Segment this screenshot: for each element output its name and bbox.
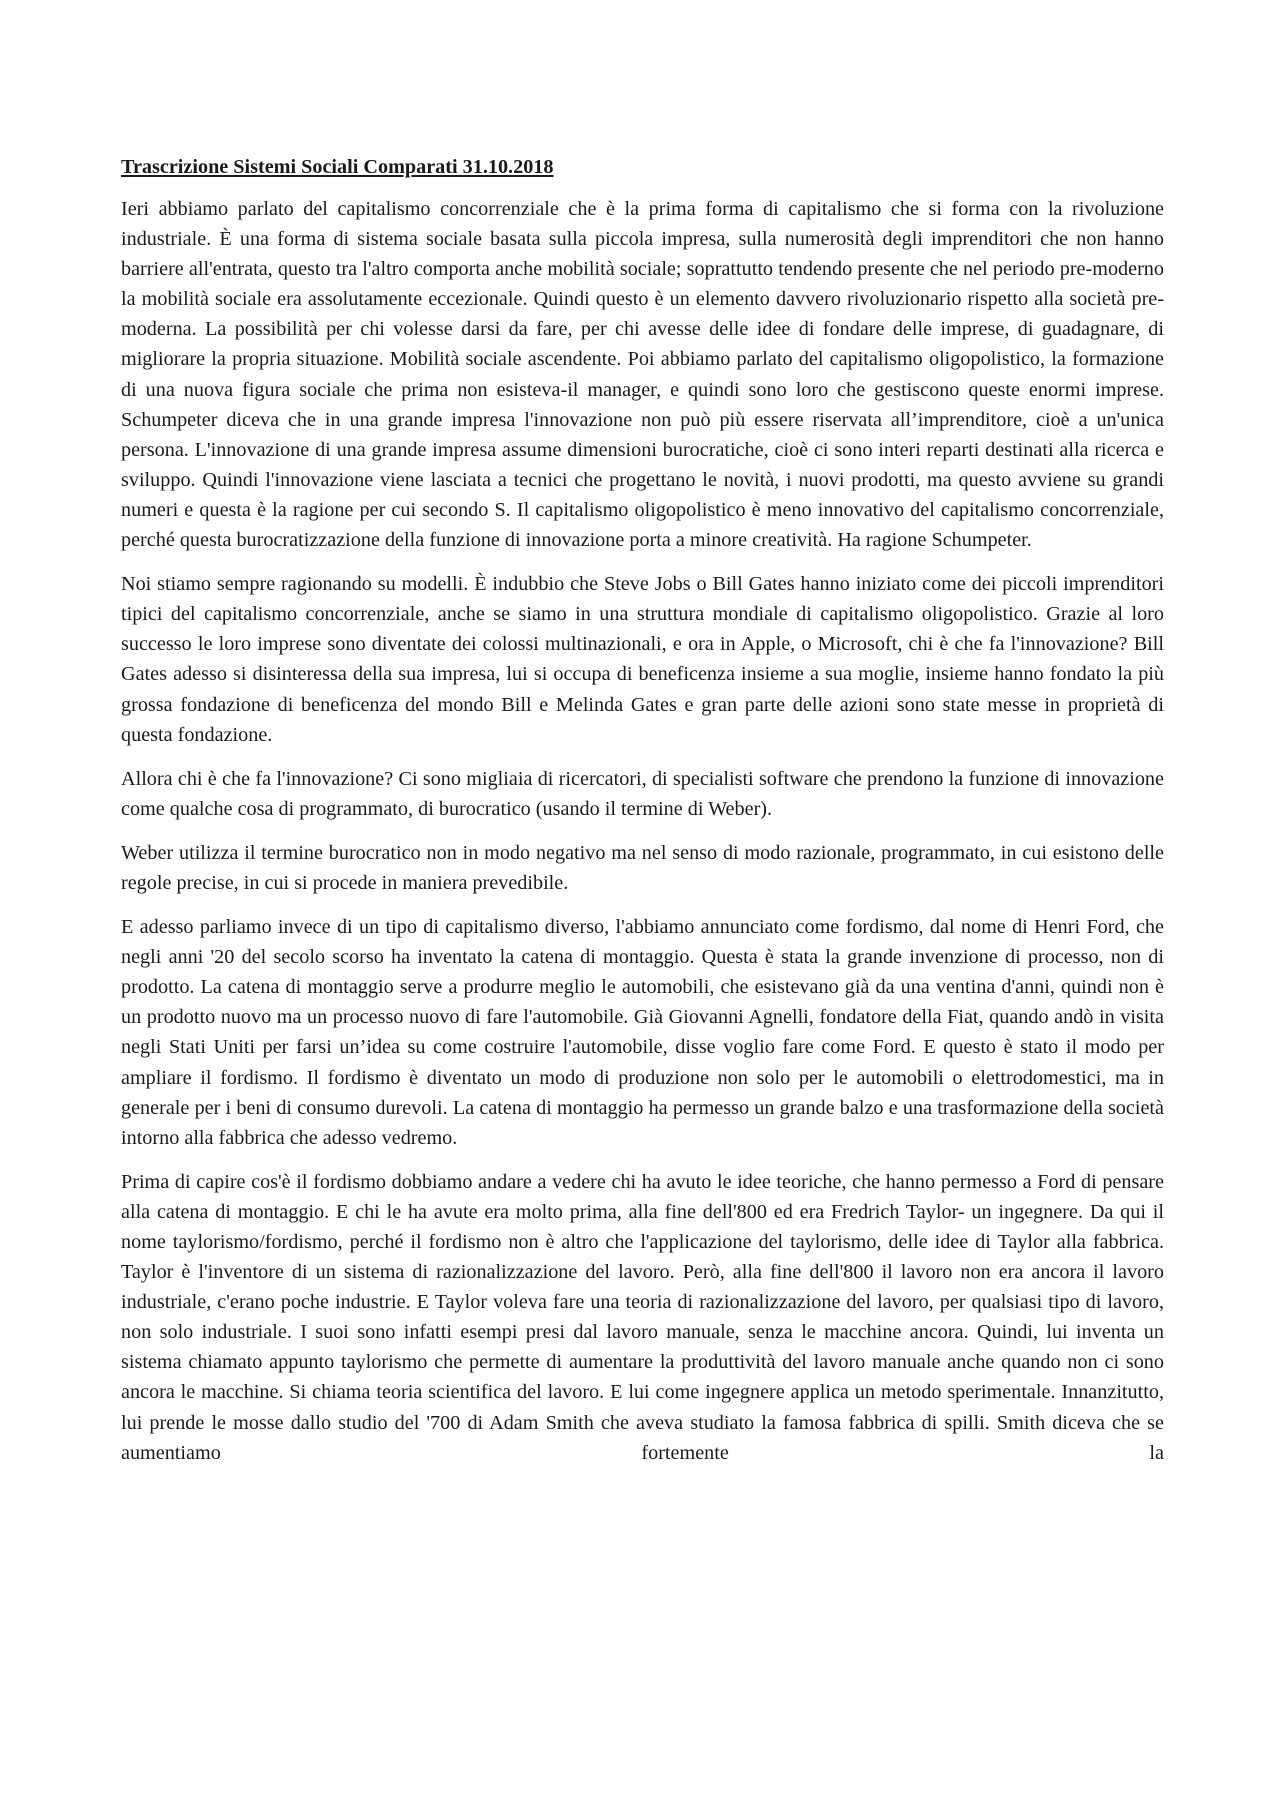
paragraph-3: Allora chi è che fa l'innovazione? Ci sono migliaia di ricercatori, di specialisti software che prendono la funzione di innovazione come qualche cosa di programmato, di burocratico (usando il termine di Weber). (121, 767, 1164, 820)
paragraph-5: E adesso parliamo invece di un tipo di capitalismo diverso, l'abbiamo annunciato come fordismo, dal nome di Henri Ford, che negli anni '20 del secolo scorso ha inventato la catena di montaggio. Questa è stata la grande invenzione di processo, non di prodotto. La catena di montaggio serve a produrre meglio le automobili, che esistevano già da una ventina d'anni, quindi non è un prodotto nuovo ma un processo nuovo di fare l'automobile. Già Giovanni Agnelli, fondatore della Fiat, quando andò in visita negli Stati Uniti per farsi un’idea su come costruire l'automobile, disse voglio fare come Ford. E questo è stato il modo per ampliare il fordismo. Il fordismo è diventato un modo di produzione non solo per le automobili o elettrodomestici, ma in generale per i beni di consumo durevoli. La catena di montaggio ha permesso un grande balzo e una trasformazione della società intorno alla fabbrica che adesso vedremo. (121, 916, 1164, 1149)
paragraph-2: Noi stiamo sempre ragionando su modelli. È indubbio che Steve Jobs o Bill Gates hanno iniziato come dei piccoli imprenditori tipici del capitalismo concorrenziale, anche se siamo in una struttura mondiale di capitalismo oligopolistico. Grazie al loro successo le loro imprese sono diventate dei colossi multinazionali, e ora in Apple, o Microsoft, chi è che fa l'innovazione? Bill Gates adesso si disinteressa della sua impresa, lui si occupa di beneficenza insieme a sua moglie, insieme hanno fondato la più grossa fondazione di beneficenza del mondo Bill e Melinda Gates e gran parte delle azioni sono state messe in proprietà di questa fondazione. (121, 573, 1164, 746)
paragraph-1: Ieri abbiamo parlato del capitalismo concorrenziale che è la prima forma di capitalismo che si forma con la rivoluzione industriale. È una forma di sistema sociale basata sulla piccola impresa, sulla numerosità degli imprenditori che non hanno barriere all'entrata, questo tra l'altro comporta anche mobilità sociale; soprattutto tendendo presente che nel periodo pre-moderno la mobilità sociale era assolutamente eccezionale. Quindi questo è un elemento davvero rivoluzionario rispetto alla società pre-moderna. La possibilità per chi volesse darsi da fare, per chi avesse delle idee di fondare delle imprese, di guadagnare, di migliorare la propria situazione. Mobilità sociale ascendente. Poi abbiamo parlato del capitalismo oligopolistico, la formazione di una nuova figura sociale che prima non esisteva-il manager, e quindi sono loro che gestiscono queste enormi imprese. Schumpeter diceva che in una grande impresa l'innovazione non può più essere riservata all’imprenditore, cioè a un'unica persona. L'innovazione di una grande impresa assume dimensioni burocratiche, cioè ci sono interi reparti destinati alla ricerca e sviluppo. Quindi l'innovazione viene lasciata a tecnici che progettano le novità, i nuovi prodotti, ma questo avviene su grandi numeri e questa è la ragione per cui secondo S. Il capitalismo oligopolistico è meno innovativo del capitalismo concorrenziale, perché questa burocratizzazione della funzione di innovazione porta a minore creatività. Ha ragione Schumpeter. (121, 198, 1164, 552)
paragraph-6: Prima di capire cos'è il fordismo dobbiamo andare a vedere chi ha avuto le idee teoriche, che hanno permesso a Ford di pensare alla catena di montaggio. E chi le ha avute era molto prima, alla fine dell'800 ed era Fredrich Taylor- un ingegnere. Da qui il nome taylorismo/fordismo, perché il fordismo non è altro che l'applicazione del taylorismo, delle idee di Taylor alla fabbrica. Taylor è l'inventore di un sistema di razionalizzazione del lavoro. Però, alla fine dell'800 il lavoro non era ancora il lavoro industriale, c'erano poche industrie. E Taylor voleva fare una teoria di razionalizzazione del lavoro, per qualsiasi tipo di lavoro, non solo industriale. I suoi sono infatti esempi presi dal lavoro manuale, senza le macchine ancora. Quindi, lui inventa un sistema chiamato appunto taylorismo che permette di aumentare la produttività del lavoro manuale anche quando non ci sono ancora le macchine. Si chiama teoria scientifica del lavoro. E lui come ingegnere applica un metodo sperimentale. Innanzitutto, lui prende le mosse dallo studio del '700 di Adam Smith che aveva studiato la famosa fabbrica di spilli. Smith diceva che se aumentiamo fortemente la (121, 1170, 1164, 1464)
document-page (121, 152, 1164, 1482)
document-title: Trascrizione Sistemi Sociali Comparati 31.10.2018 (121, 156, 554, 178)
paragraph-4: Weber utilizza il termine burocratico non in modo negativo ma nel senso di modo razionale, programmato, in cui esistono delle regole precise, in cui si procede in maniera prevedibile. (121, 841, 1164, 894)
